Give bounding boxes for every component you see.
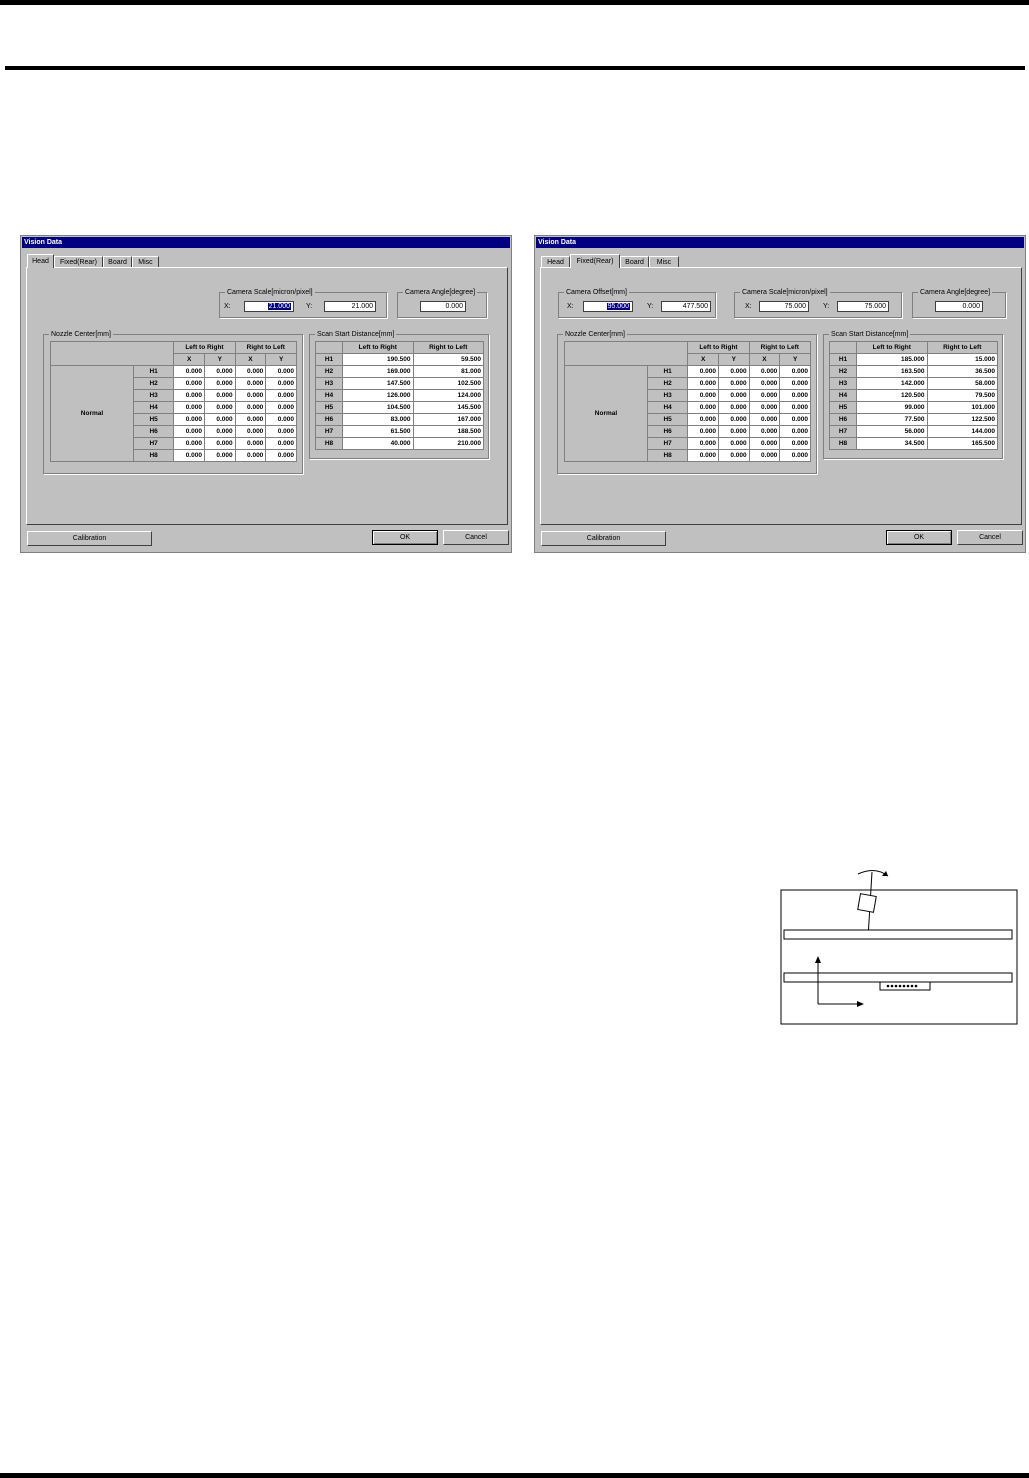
column-header: Right to Left — [927, 342, 998, 354]
row-header: H8 — [830, 438, 857, 450]
camera-offset-y-input[interactable]: 477.500 — [661, 301, 711, 312]
table-cell[interactable]: 0.000 — [688, 414, 719, 426]
nozzle-center-group — [557, 331, 817, 474]
table-cell[interactable]: 0.000 — [174, 366, 205, 378]
scan-start-table — [829, 341, 998, 450]
rotation-arrowhead — [882, 871, 888, 876]
table-cell[interactable]: 0.000 — [749, 426, 780, 438]
table-cell[interactable]: 0.000 — [266, 414, 297, 426]
scan-start-group — [823, 331, 1003, 459]
table-cell[interactable]: 0.000 — [780, 366, 811, 378]
camera-scale-group — [219, 289, 387, 318]
table-cell[interactable]: 0.000 — [174, 378, 205, 390]
tab-board[interactable]: Board — [620, 256, 649, 267]
table-cell[interactable]: 0.000 — [174, 438, 205, 450]
table-cell[interactable]: 0.000 — [749, 414, 780, 426]
tab-panel — [26, 267, 508, 525]
table-row — [316, 354, 484, 366]
tab-fixed-rear[interactable]: Fixed(Rear) — [54, 256, 103, 267]
table-row — [830, 366, 998, 378]
row-header: H7 — [647, 438, 687, 450]
row-header: H3 — [830, 378, 857, 390]
table-cell[interactable]: 0.000 — [235, 366, 266, 378]
scan-start-title: Scan Start Distance[mm] — [831, 331, 909, 338]
row-header: H6 — [647, 426, 687, 438]
table-cell[interactable]: 0.000 — [235, 426, 266, 438]
table-cell[interactable]: 0.000 — [718, 438, 749, 450]
table-row — [830, 378, 998, 390]
table-cell[interactable]: 0.000 — [718, 426, 749, 438]
camera-angle-group — [912, 289, 1006, 318]
table-cell[interactable]: 0.000 — [688, 402, 719, 414]
column-header: Y — [204, 354, 235, 366]
table-cell[interactable]: 0.000 — [235, 414, 266, 426]
row-group-label: Normal — [565, 366, 648, 462]
calibration-button[interactable] — [27, 531, 152, 546]
row-header: H5 — [133, 414, 173, 426]
row-header: H4 — [133, 402, 173, 414]
camera-angle-diagram — [780, 866, 1020, 1026]
table-cell[interactable]: 0.000 — [266, 438, 297, 450]
camera-offset-x-input[interactable] — [583, 301, 633, 312]
table-cell[interactable]: 190.500 — [343, 354, 414, 366]
column-header: Right to Left — [413, 342, 484, 354]
row-header: H2 — [647, 378, 687, 390]
tab-head[interactable]: Head — [541, 256, 570, 267]
column-header: Y — [266, 354, 297, 366]
camera-scale-y-input[interactable]: 75.000 — [837, 301, 889, 312]
calibration-label: Calibration — [586, 535, 621, 542]
table-cell[interactable]: 15.000 — [927, 354, 998, 366]
nozzle-center-title: Nozzle Center[mm] — [51, 331, 111, 338]
table-cell[interactable]: 0.000 — [235, 390, 266, 402]
table-cell[interactable]: 0.000 — [718, 366, 749, 378]
row-header: H7 — [133, 438, 173, 450]
camera-scale-y-label: Y: — [306, 303, 313, 310]
table-cell[interactable]: 144.000 — [927, 426, 998, 438]
table-cell[interactable]: 77.500 — [857, 414, 928, 426]
corner-cell — [830, 342, 857, 354]
table-cell[interactable]: 0.000 — [235, 378, 266, 390]
table-cell[interactable]: 0.000 — [749, 402, 780, 414]
table-cell[interactable]: 0.000 — [749, 450, 780, 462]
camera-scale-x-label: X: — [745, 303, 752, 310]
table-cell[interactable]: 36.500 — [927, 366, 998, 378]
table-cell[interactable]: 0.000 — [718, 378, 749, 390]
camera-scale-title: Camera Scale[micron/pixel] — [742, 289, 828, 296]
camera-scale-title: Camera Scale[micron/pixel] — [227, 289, 313, 296]
camera-scale-x-input[interactable] — [244, 301, 294, 312]
table-cell[interactable]: 56.000 — [857, 426, 928, 438]
table-cell[interactable]: 185.000 — [857, 354, 928, 366]
table-row — [316, 402, 484, 414]
table-cell[interactable]: 0.000 — [780, 378, 811, 390]
scan-start-title: Scan Start Distance[mm] — [317, 331, 395, 338]
table-cell[interactable]: 0.000 — [780, 402, 811, 414]
table-cell[interactable]: 0.000 — [174, 390, 205, 402]
table-cell[interactable]: 167.000 — [413, 414, 484, 426]
table-cell[interactable]: 83.000 — [343, 414, 414, 426]
table-cell[interactable]: 0.000 — [204, 426, 235, 438]
group-header: Left to Right — [688, 342, 749, 354]
table-cell[interactable]: 99.000 — [857, 402, 928, 414]
table-cell[interactable]: 124.000 — [413, 390, 484, 402]
row-header: H2 — [133, 378, 173, 390]
header-rule — [5, 66, 1025, 70]
table-cell[interactable]: 0.000 — [235, 438, 266, 450]
table-cell[interactable]: 0.000 — [718, 402, 749, 414]
tab-head[interactable]: Head — [27, 254, 54, 268]
calibration-label: Calibration — [72, 535, 107, 542]
table-row — [316, 438, 484, 450]
row-header: H6 — [316, 414, 343, 426]
tab-misc[interactable]: Misc — [649, 256, 679, 267]
column-header: X — [235, 354, 266, 366]
table-cell[interactable]: 0.000 — [266, 366, 297, 378]
corner-cell — [565, 342, 688, 366]
row-header: H3 — [133, 390, 173, 402]
table-cell[interactable]: 0.000 — [235, 450, 266, 462]
camera-offset-y-label: Y: — [647, 303, 654, 310]
camera-angle-input[interactable]: 0.000 — [420, 301, 466, 312]
row-header: H1 — [830, 354, 857, 366]
nozzle-center-table — [50, 341, 297, 462]
row-header: H1 — [133, 366, 173, 378]
tab-fixed-rear[interactable]: Fixed(Rear) — [570, 254, 620, 268]
dialog-title: Vision Data — [22, 237, 510, 248]
camera-scale-x-label: X: — [224, 303, 231, 310]
camera-scale-x-value: 21.000 — [268, 303, 290, 310]
column-header: Left to Right — [857, 342, 928, 354]
row-header: H2 — [830, 366, 857, 378]
table-cell[interactable]: 0.000 — [204, 402, 235, 414]
table-row — [316, 426, 484, 438]
nozzle-center-table — [564, 341, 811, 462]
camera-angle-title: Camera Angle[degree] — [920, 289, 991, 296]
table-cell[interactable]: 188.500 — [413, 426, 484, 438]
table-cell[interactable]: 0.000 — [235, 402, 266, 414]
table-cell[interactable]: 0.000 — [266, 390, 297, 402]
vision-data-dialog-fixed-rear — [534, 235, 1026, 553]
row-header: H7 — [830, 426, 857, 438]
table-cell[interactable]: 0.000 — [204, 414, 235, 426]
tab-board[interactable]: Board — [103, 256, 132, 267]
table-cell[interactable]: 0.000 — [688, 378, 719, 390]
table-cell[interactable]: 0.000 — [204, 366, 235, 378]
corner-cell — [316, 342, 343, 354]
table-cell[interactable]: 0.000 — [780, 426, 811, 438]
table-cell[interactable]: 0.000 — [749, 390, 780, 402]
dialog-title: Vision Data — [536, 237, 1024, 248]
table-cell[interactable]: 101.000 — [927, 402, 998, 414]
table-cell[interactable]: 81.000 — [413, 366, 484, 378]
table-cell[interactable]: 0.000 — [780, 450, 811, 462]
scan-start-group — [309, 331, 489, 459]
row-header: H5 — [830, 402, 857, 414]
column-header: Left to Right — [343, 342, 414, 354]
table-cell[interactable]: 165.500 — [927, 438, 998, 450]
row-header: H1 — [316, 354, 343, 366]
head-rail — [784, 930, 1012, 939]
nozzle-center-group — [43, 331, 303, 474]
table-row — [51, 366, 297, 378]
camera-scale-y-input[interactable]: 21.000 — [324, 301, 376, 312]
table-cell[interactable]: 0.000 — [780, 438, 811, 450]
row-header: H8 — [133, 450, 173, 462]
cancel-button[interactable]: Cancel — [443, 530, 509, 545]
cancel-button[interactable]: Cancel — [957, 530, 1023, 545]
row-header: H7 — [316, 426, 343, 438]
table-cell[interactable]: 120.500 — [857, 390, 928, 402]
row-header: H4 — [647, 402, 687, 414]
diagram-frame — [781, 890, 1017, 1024]
row-group-label: Normal — [51, 366, 134, 462]
tab-panel — [540, 267, 1022, 525]
table-cell[interactable]: 58.000 — [927, 378, 998, 390]
table-cell[interactable]: 0.000 — [266, 426, 297, 438]
table-cell[interactable]: 0.000 — [749, 378, 780, 390]
table-cell[interactable]: 126.000 — [343, 390, 414, 402]
ok-button[interactable]: OK — [372, 530, 438, 545]
column-header: Y — [780, 354, 811, 366]
camera-angle-group — [397, 289, 487, 318]
table-cell[interactable]: 0.000 — [749, 366, 780, 378]
table-cell[interactable]: 0.000 — [688, 438, 719, 450]
camera-offset-x-value: 95.000 — [607, 303, 629, 310]
table-cell[interactable]: 145.500 — [413, 402, 484, 414]
row-header: H2 — [316, 366, 343, 378]
table-cell[interactable]: 0.000 — [204, 450, 235, 462]
camera-offset-title: Camera Offset[mm] — [566, 289, 627, 296]
table-cell[interactable]: 0.000 — [174, 414, 205, 426]
column-header: X — [688, 354, 719, 366]
table-row — [316, 366, 484, 378]
table-row — [565, 366, 811, 378]
table-cell[interactable]: 0.000 — [174, 402, 205, 414]
table-cell[interactable]: 0.000 — [749, 438, 780, 450]
table-cell[interactable]: 122.500 — [927, 414, 998, 426]
group-header: Right to Left — [749, 342, 810, 354]
table-row — [830, 402, 998, 414]
y-arrowhead — [815, 956, 821, 963]
table-row — [316, 414, 484, 426]
row-header: H4 — [316, 390, 343, 402]
x-arrowhead — [857, 1001, 864, 1007]
row-header: H4 — [830, 390, 857, 402]
table-cell[interactable]: 169.000 — [343, 366, 414, 378]
group-header: Left to Right — [174, 342, 235, 354]
table-cell[interactable]: 0.000 — [204, 438, 235, 450]
calibration-button[interactable] — [541, 531, 666, 546]
camera-scale-group — [734, 289, 902, 318]
camera-scale-x-input[interactable]: 75.000 — [759, 301, 809, 312]
table-cell[interactable]: 34.500 — [857, 438, 928, 450]
table-cell[interactable]: 0.000 — [718, 414, 749, 426]
table-cell[interactable]: 0.000 — [266, 450, 297, 462]
table-cell[interactable]: 210.000 — [413, 438, 484, 450]
tab-misc[interactable]: Misc — [132, 256, 159, 267]
vision-data-dialog-head — [20, 235, 512, 553]
ok-button[interactable]: OK — [886, 530, 952, 545]
table-cell[interactable]: 0.000 — [204, 378, 235, 390]
row-header: H6 — [830, 414, 857, 426]
table-row — [316, 390, 484, 402]
table-cell[interactable]: 147.500 — [343, 378, 414, 390]
table-cell[interactable]: 0.000 — [718, 450, 749, 462]
row-header: H1 — [647, 366, 687, 378]
table-cell[interactable]: 0.000 — [688, 426, 719, 438]
table-cell[interactable]: 0.000 — [204, 390, 235, 402]
column-header: X — [174, 354, 205, 366]
table-cell[interactable]: 0.000 — [688, 390, 719, 402]
table-cell[interactable]: 0.000 — [780, 390, 811, 402]
row-header: H5 — [647, 414, 687, 426]
table-cell[interactable]: 79.500 — [927, 390, 998, 402]
table-cell[interactable]: 0.000 — [718, 390, 749, 402]
top-rule — [0, 0, 1029, 5]
camera-offset-group — [558, 289, 716, 318]
table-row — [830, 414, 998, 426]
camera-angle-input[interactable]: 0.000 — [935, 301, 983, 312]
row-header: H6 — [133, 426, 173, 438]
table-cell[interactable]: 59.500 — [413, 354, 484, 366]
table-row — [830, 438, 998, 450]
table-cell[interactable]: 163.500 — [857, 366, 928, 378]
row-header: H3 — [316, 378, 343, 390]
table-row — [830, 426, 998, 438]
table-cell[interactable]: 0.000 — [688, 366, 719, 378]
table-cell[interactable]: 0.000 — [688, 450, 719, 462]
bottom-rule — [0, 1473, 1029, 1478]
table-cell[interactable]: 104.500 — [343, 402, 414, 414]
table-cell[interactable]: 61.500 — [343, 426, 414, 438]
row-header: H5 — [316, 402, 343, 414]
table-cell[interactable]: 0.000 — [780, 414, 811, 426]
table-cell[interactable]: 40.000 — [343, 438, 414, 450]
column-header: Y — [718, 354, 749, 366]
corner-cell — [51, 342, 174, 366]
table-row — [316, 378, 484, 390]
table-cell[interactable]: 0.000 — [266, 378, 297, 390]
camera-scale-y-label: Y: — [823, 303, 830, 310]
nozzle-center-title: Nozzle Center[mm] — [565, 331, 625, 338]
table-cell[interactable]: 102.500 — [413, 378, 484, 390]
table-row — [830, 390, 998, 402]
group-header: Right to Left — [235, 342, 296, 354]
table-cell[interactable]: 0.000 — [174, 426, 205, 438]
scan-start-table — [315, 341, 484, 450]
table-cell[interactable]: 0.000 — [174, 450, 205, 462]
column-header: X — [749, 354, 780, 366]
camera-icon — [858, 894, 877, 913]
row-header: H8 — [316, 438, 343, 450]
table-row — [830, 354, 998, 366]
table-cell[interactable]: 142.000 — [857, 378, 928, 390]
row-header: H8 — [647, 450, 687, 462]
camera-angle-title: Camera Angle[degree] — [405, 289, 476, 296]
camera-offset-x-label: X: — [567, 303, 574, 310]
row-header: H3 — [647, 390, 687, 402]
table-cell[interactable]: 0.000 — [266, 402, 297, 414]
